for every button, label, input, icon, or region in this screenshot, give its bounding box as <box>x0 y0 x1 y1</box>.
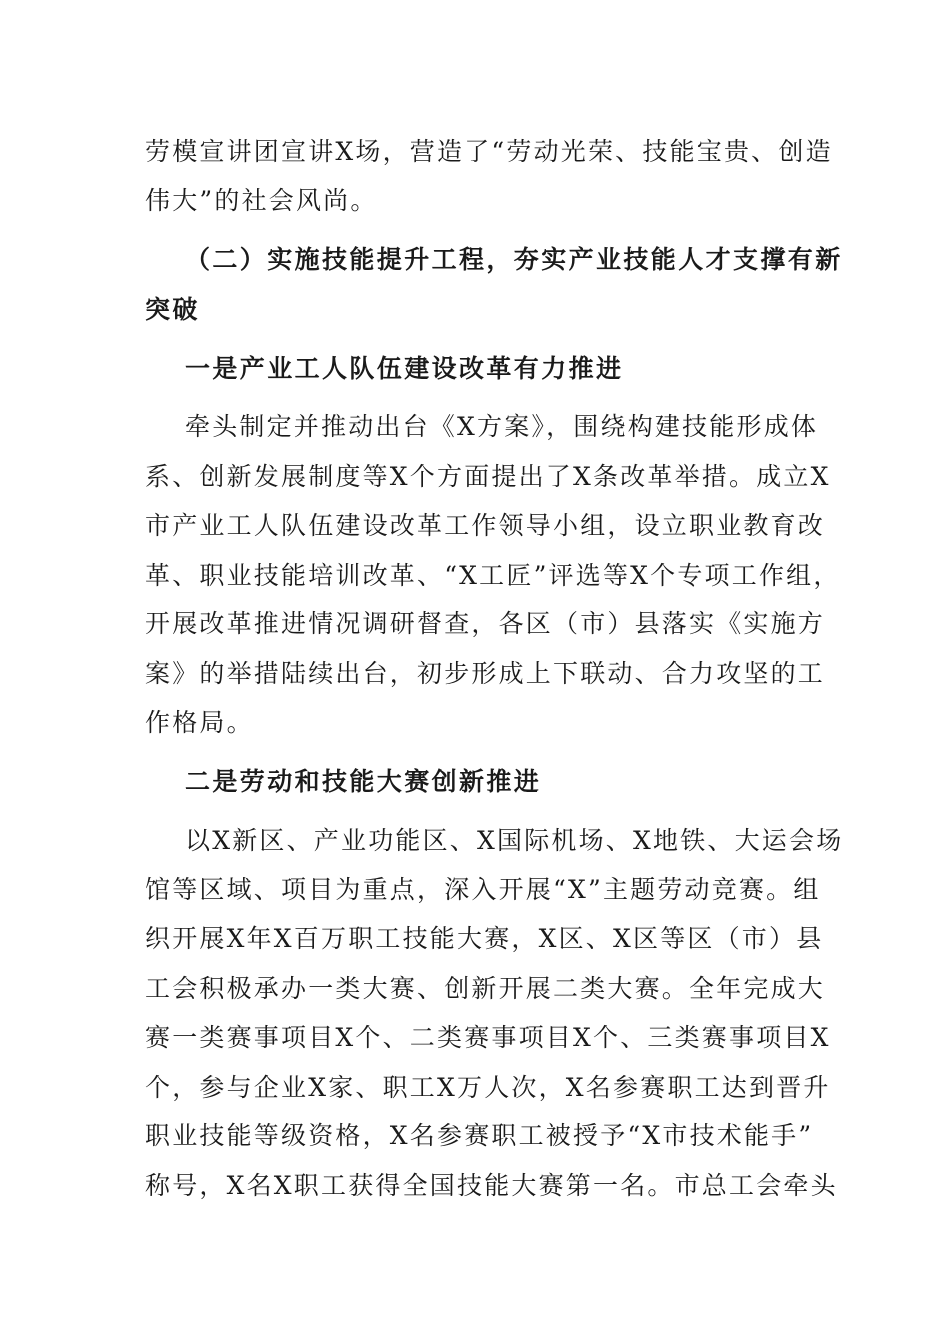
subsection-heading: 二是劳动和技能大赛创新推进 <box>185 767 542 796</box>
paragraph-line: 以X新区、产业功能区、X国际机场、X地铁、大运会场 <box>185 826 844 855</box>
paragraph-line: 职业技能等级资格，X名参赛职工被授予“X市技术能手” <box>145 1121 814 1150</box>
paragraph-line: 称号，X名X职工获得全国技能大赛第一名。市总工会牵头 <box>145 1171 838 1200</box>
paragraph-line: 市产业工人队伍建设改革工作领导小组，设立职业教育改 <box>145 511 826 540</box>
paragraph-line: 织开展X年X百万职工技能大赛，X区、X区等区（市）县 <box>145 924 824 953</box>
paragraph-line: 个，参与企业X家、职工X万人次，X名参赛职工达到晋升 <box>145 1073 831 1102</box>
paragraph-line: 劳模宣讲团宣讲X场，营造了“劳动光荣、技能宝贵、创造 <box>145 137 833 166</box>
paragraph-line: 伟大”的社会风尚。 <box>145 186 378 215</box>
subsection-heading: 一是产业工人队伍建设改革有力推进 <box>185 354 624 383</box>
section-heading-continued: 突破 <box>145 295 200 324</box>
paragraph-line: 革、职业技能培训改革、“X工匠”评选等X个专项工作组， <box>145 561 841 590</box>
paragraph-line: 系、创新发展制度等X个方面提出了X条改革举措。成立X <box>145 462 831 491</box>
paragraph-line: 工会积极承办一类大赛、创新开展二类大赛。全年完成大 <box>145 974 826 1003</box>
paragraph-line: 作格局。 <box>145 708 254 737</box>
paragraph-line: 馆等区域、项目为重点，深入开展“X”主题劳动竞赛。组 <box>145 875 821 904</box>
section-heading: （二）实施技能提升工程，夯实产业技能人才支撑有新 <box>185 245 843 274</box>
paragraph-line: 案》的举措陆续出台，初步形成上下联动、合力攻坚的工 <box>145 659 826 688</box>
paragraph-line: 赛一类赛事项目X个、二类赛事项目X个、三类赛事项目X <box>145 1023 831 1052</box>
paragraph-line: 牵头制定并推动出台《X方案》，围绕构建技能形成体 <box>185 412 819 441</box>
paragraph-line: 开展改革推进情况调研督查，各区（市）县落实《实施方 <box>145 609 826 638</box>
